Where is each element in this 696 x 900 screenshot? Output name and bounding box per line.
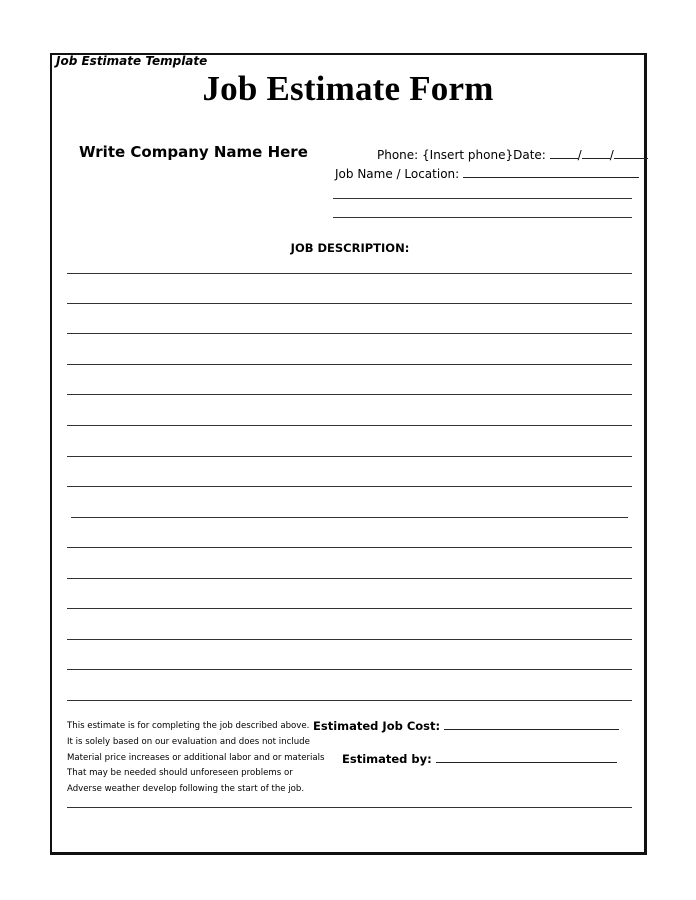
estimated-by-label: Estimated by: (342, 752, 432, 766)
job-description-line[interactable] (67, 700, 632, 701)
disclaimer-line: This estimate is for completing the job described above. (67, 721, 310, 731)
date-day-field[interactable] (582, 146, 610, 159)
job-name-row (335, 165, 639, 181)
job-description-heading: JOB DESCRIPTION: (290, 241, 410, 255)
disclaimer-line: Adverse weather develop following the start of the job. (67, 784, 305, 795)
job-location-line-2[interactable] (333, 198, 632, 199)
job-description-line[interactable] (67, 425, 632, 426)
company-name-field[interactable]: Write Company Name Here (79, 143, 308, 161)
job-name-label: Job Name / Location: (335, 167, 460, 181)
job-name-field[interactable] (463, 165, 639, 178)
job-description-line[interactable] (67, 578, 632, 579)
estimated-by-field[interactable] (436, 750, 617, 763)
job-description-line[interactable] (67, 547, 632, 548)
date-separator: / (609, 148, 614, 162)
job-description-line[interactable] (67, 364, 632, 365)
job-description-line[interactable] (67, 303, 632, 304)
form-title: Job Estimate Form (202, 69, 494, 108)
date-label: Date: (513, 148, 546, 162)
job-description-line[interactable] (67, 333, 632, 334)
job-location-line-3[interactable] (333, 217, 632, 218)
signature-line[interactable] (67, 807, 632, 808)
date-separator: / (577, 148, 582, 162)
date-month-field[interactable] (550, 146, 578, 159)
job-description-line[interactable] (67, 486, 632, 487)
job-description-line[interactable] (67, 394, 632, 395)
estimated-by-row (342, 750, 617, 766)
disclaimer-text (67, 719, 325, 798)
job-description-line[interactable] (67, 456, 632, 457)
phone-field[interactable]: Phone: {Insert phone} (377, 148, 514, 162)
job-description-line[interactable] (67, 669, 632, 670)
estimated-job-cost-row (313, 717, 619, 733)
job-description-line[interactable] (67, 608, 632, 609)
job-description-line[interactable] (71, 517, 628, 518)
estimated-job-cost-field[interactable] (444, 717, 619, 730)
template-label: Job Estimate Template (56, 54, 208, 68)
disclaimer-line: Material price increases or additional labor and or materials (67, 752, 325, 763)
disclaimer-line: It is solely based on our evaluation and does not include (67, 736, 310, 747)
estimated-job-cost-label: Estimated Job Cost: (313, 719, 441, 733)
phone-date-row (377, 146, 648, 162)
disclaimer-line: That may be needed should unforeseen problems or (67, 768, 293, 779)
date-year-field[interactable] (614, 146, 648, 159)
job-description-line[interactable] (67, 273, 632, 274)
job-description-line[interactable] (67, 639, 632, 640)
